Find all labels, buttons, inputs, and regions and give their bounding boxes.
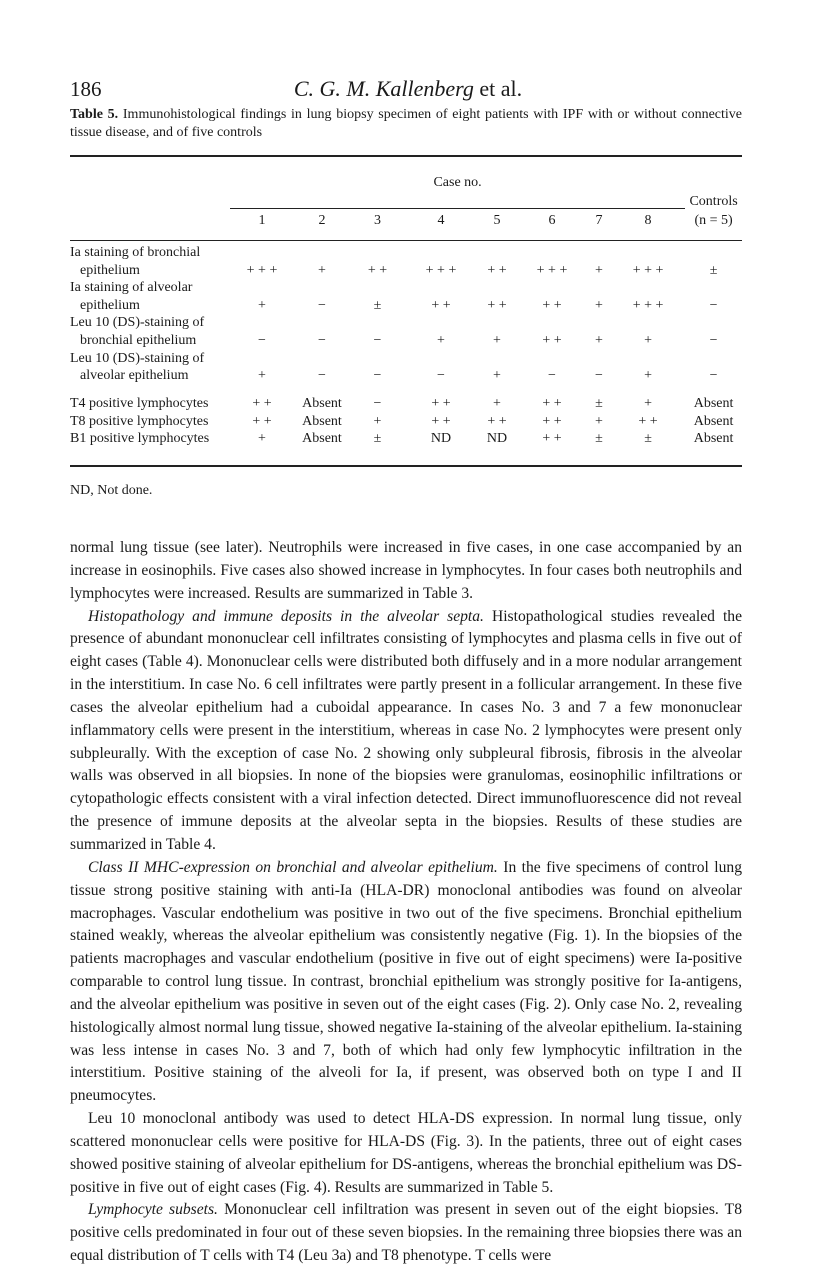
table-cell: + +: [431, 297, 451, 313]
table-cell: +: [595, 413, 603, 429]
section-heading: Class II MHC-expression on bronchial and alveolar epithelium.: [88, 858, 498, 876]
table-row: [70, 413, 742, 431]
table-cell: +: [595, 297, 603, 313]
table-cell: −: [258, 332, 266, 348]
table-cell: + +: [252, 396, 272, 412]
column-header-case-1: 1: [258, 213, 266, 229]
table-cell: ±: [373, 431, 382, 447]
table-cell: Absent: [693, 431, 734, 447]
table-cell: −: [318, 297, 326, 313]
table-cell: −: [318, 332, 326, 348]
table-cell: ±: [595, 396, 603, 412]
table-cell: +: [493, 332, 501, 348]
table-row: [70, 279, 742, 314]
row-label-line: B1 positive lymphocytes: [70, 431, 210, 447]
table-cell: + + +: [246, 262, 278, 278]
table-cell: ±: [644, 431, 652, 447]
table-bottom-rule: [70, 465, 742, 467]
table-cell: ±: [373, 297, 382, 313]
row-label: [70, 244, 230, 279]
page-number: 186: [70, 77, 102, 101]
table-cell: +: [644, 396, 652, 412]
table-cell: −: [373, 368, 382, 384]
row-label: [70, 314, 230, 349]
paragraph-text: In the five specimens of control lung tissue strong positive staining with anti-Ia (HLA-DR) monoclonal antibodies was found on alveolar macrophages. Vascular endothelium was positive in two out of the five specimens. Bronchial epithelium stained weakly, whereas the alveolar epithelium was consistently negative (Fig. 1). In the biopsies of the patients macrophages and vascular endothelium (positive in five out of eight specimens) were Ia-positive comparable to control lung tissue. In contrast, bronchial epithelium was strongly positive for Ia-antigens, and the alveolar epithelium was positive in seven out of the eight cases (Fig. 2). Only case No. 2, revealing histologically almost normal lung tissue, showed negative Ia-staining of the alveolar epithelium. Ia-staining was less intense in cases No. 3 and 7, both of which had only few lymphocytic infiltration in the interstitium. Positive staining of the alveoli for Ia, if present, was observed both on type I and II pneumocytes.: [70, 858, 742, 1105]
table-cell: +: [644, 332, 652, 348]
table-cell: + +: [487, 413, 507, 429]
row-label: [70, 430, 230, 448]
table-5: [70, 168, 742, 448]
table-row: [70, 314, 742, 349]
running-header-authors: C. G. M. Kallenberg: [293, 76, 474, 101]
table-cell: + +: [431, 413, 451, 429]
table-cell: Absent: [693, 413, 734, 429]
column-header-case-3: 3: [374, 213, 381, 229]
table-cell: −: [709, 368, 718, 384]
table-cell: −: [318, 368, 326, 384]
row-label-line: Ia staining of bronchial: [70, 245, 201, 260]
row-label-line: alveolar epithelium: [80, 368, 189, 384]
table-label: Table 5.: [70, 107, 119, 122]
table-cell: ±: [595, 431, 603, 447]
table-cell: + + +: [632, 297, 664, 313]
row-label: [70, 279, 230, 314]
table-cell: ±: [709, 262, 718, 278]
table-cell: + +: [542, 413, 562, 429]
table-cell: + +: [252, 413, 272, 429]
table-footnote: ND, Not done.: [70, 483, 153, 498]
table-cell: + +: [542, 396, 562, 412]
row-label-line: Ia staining of alveolar: [70, 280, 193, 296]
table-cell: + +: [367, 262, 388, 278]
column-header-case-7: 7: [595, 213, 603, 229]
section-heading: Histopathology and immune deposits in the alveolar septa.: [88, 607, 484, 625]
table-top-rule: [70, 155, 742, 157]
table-cell: + + +: [632, 262, 664, 278]
controls-header: Controls: [689, 194, 738, 210]
table-cell: + +: [487, 297, 507, 313]
table-caption-text: Immunohistological findings in lung biopsy specimen of eight patients with IPF with or without connective tissue disease, and of five controls: [70, 107, 742, 140]
column-header-case-8: 8: [644, 213, 652, 229]
table-cell: +: [258, 297, 266, 313]
running-header: [0, 76, 816, 102]
paragraph: [70, 606, 742, 857]
column-header-case-4: 4: [437, 213, 445, 229]
table-cell: −: [373, 332, 382, 348]
table-cell: +: [644, 368, 652, 384]
table-cell: + +: [542, 332, 562, 348]
table-cell: −: [709, 297, 718, 313]
table-cell: Absent: [302, 396, 342, 412]
paragraph-text: Mononuclear cell infiltration was present in seven out of the eight biopsies. T8 positive cells predominated in four out of these seven biopsies. In the remaining three biopsies there was an equal distribution of T cells with T4 (Leu 3a) and T8 phenotype. T cells were: [70, 1201, 742, 1265]
table-cell: + +: [542, 297, 562, 313]
table-cell: −: [437, 368, 445, 384]
table-cell: +: [595, 262, 603, 278]
row-label-line: epithelium: [80, 262, 140, 278]
table-cell: −: [709, 332, 718, 348]
row-label-line: T4 positive lymphocytes: [70, 396, 209, 412]
table-cell: +: [437, 332, 445, 348]
table-cell: −: [595, 368, 603, 384]
table-cell: + +: [431, 396, 451, 412]
table-cell: +: [493, 396, 501, 412]
row-label: [70, 413, 230, 431]
table-cell: +: [595, 332, 603, 348]
column-header-case-6: 6: [548, 213, 556, 229]
table-cell: −: [548, 368, 556, 384]
section-heading: Lymphocyte subsets.: [88, 1201, 218, 1219]
row-label-line: bronchial epithelium: [80, 332, 197, 348]
paragraph: Leu 10 monoclonal antibody was used to detect HLA-DS expression. In normal lung tissue, only scattered mononuclear cells were positive for HLA-DS (Fig. 3). In the patients, three out of eight cases showed positive staining of alveolar epithelium for DS-antigens, whereas the bronchial epithelium was DS-positive in five out of eight cases (Fig. 4). Results are summarized in Table 5.: [70, 1110, 742, 1196]
table-cell: +: [493, 368, 501, 384]
row-label: [70, 350, 230, 385]
table-cell: ND: [430, 431, 452, 447]
table-cell: + +: [487, 262, 507, 278]
paragraph: [70, 1199, 742, 1268]
table-cell: +: [318, 262, 326, 278]
table-cell: Absent: [693, 396, 734, 412]
table-row: [70, 350, 742, 385]
table-row: [70, 385, 742, 413]
table-cell: +: [258, 431, 266, 447]
table-cell: + +: [638, 413, 658, 429]
column-header-case-5: 5: [493, 213, 501, 229]
body-text: [70, 537, 742, 1268]
row-label-line: T8 positive lymphocytes: [70, 413, 209, 429]
table-cell: +: [373, 413, 382, 429]
table-row: [70, 430, 742, 448]
table-caption: [70, 106, 742, 142]
column-header-case-2: 2: [318, 213, 326, 229]
table-cell: + + +: [425, 262, 457, 278]
table-cell: −: [373, 396, 382, 412]
running-header-suffix: et al.: [473, 76, 523, 101]
row-label-line: Leu 10 (DS)-staining of: [70, 350, 205, 366]
row-label-line: Leu 10 (DS)-staining of: [70, 315, 205, 331]
paragraph-text: Histopathological studies revealed the presence of abundant mononuclear cell infiltrates consisting of lymphocytes and plasma cells in five out of eight cases (Table 4). Mononuclear cells were distributed both diffusely and in a more nodular arrangement in the interstitium. In case No. 6 cell infiltrates were partly present in a follicular arrangement. In these five cases the alveolar epithelium had a cuboidal appearance. In cases No. 3 and 7 a few mononuclear inflammatory cells were present in the interstitium, whereas in case No. 2 lymphocytes were present only subpleurally. With the exception of case No. 2 showing only subpleural fibrosis, fibrosis in the alveolar walls was observed in all biopsies. In none of the biopsies were granulomas, eosinophilic infiltrations or cytopathologic effects consistent with a viral infection detected. Direct immunofluorescence did not reveal the presence of immune deposits at the alveolar septa in the biopsies. Results of these studies are summarized in Table 4.: [70, 607, 742, 853]
table-cell: Absent: [302, 431, 342, 447]
paragraph: [70, 857, 742, 1108]
table-cell: + +: [542, 431, 562, 447]
row-label-line: epithelium: [80, 297, 140, 313]
table-cell: +: [258, 368, 266, 384]
table-row: [70, 244, 742, 279]
case-no-header: Case no.: [433, 175, 482, 191]
table-cell: + + +: [536, 262, 568, 278]
table-cell: Absent: [302, 413, 342, 429]
paragraph: normal lung tissue (see later). Neutrophils were increased in five cases, in one case accompanied by an increase in eosinophils. Five cases also showed increase in lymphocytes. In four cases both neutrophils and lymphocytes were increased. Results are summarized in Table 3.: [70, 539, 742, 602]
table-cell: ND: [486, 431, 508, 447]
controls-n-header: (n = 5): [694, 213, 733, 229]
row-label: [70, 385, 230, 413]
